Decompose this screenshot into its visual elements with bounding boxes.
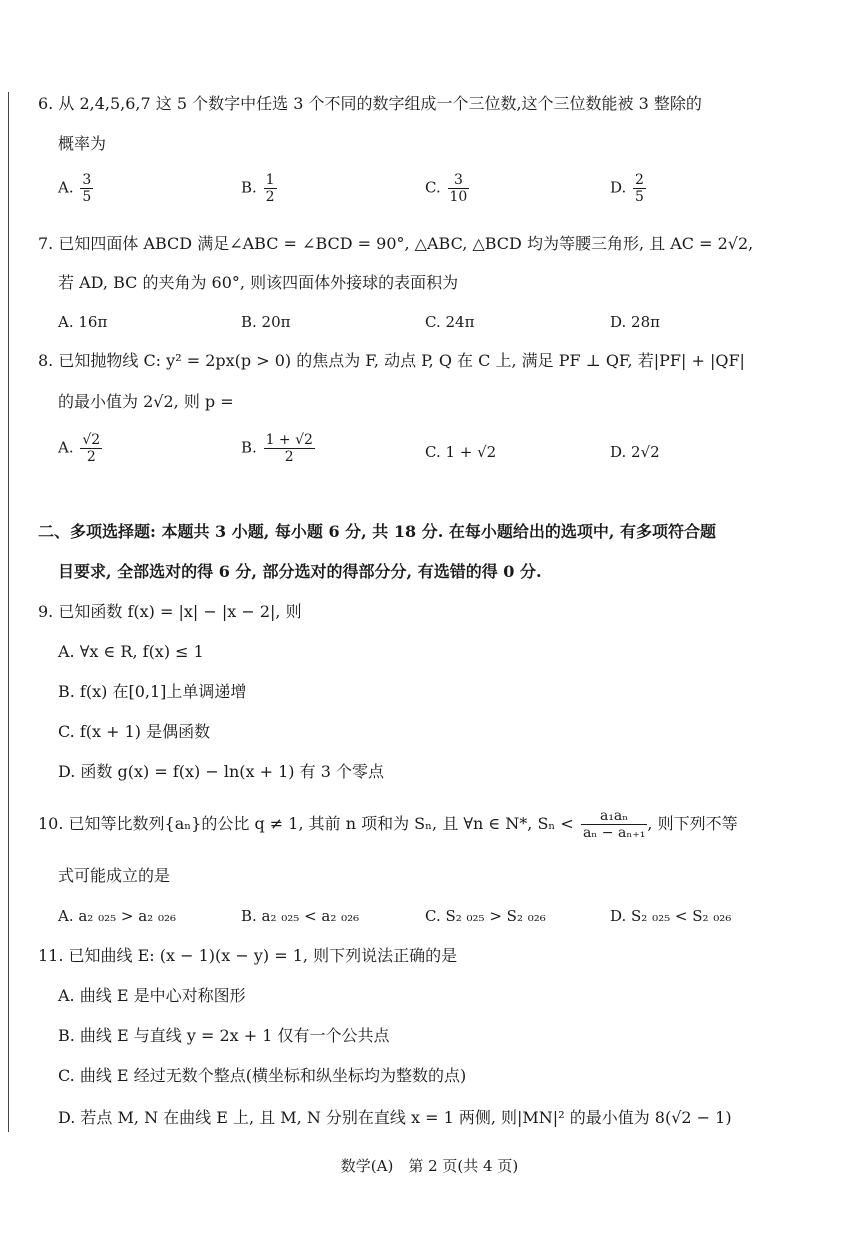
q10-option-c[interactable]: C. S₂ ₀₂₅ > S₂ ₀₂₆ bbox=[425, 907, 546, 925]
q10-option-a[interactable]: A. a₂ ₀₂₅ > a₂ ₀₂₆ bbox=[58, 907, 177, 925]
q7-option-b[interactable]: B. 20π bbox=[241, 313, 291, 331]
q9-stem: 9. 已知函数 f(x) = |x| − |x − 2|, 则 bbox=[38, 602, 302, 621]
q7-stem-line2: 若 AD, BC 的夹角为 60°, 则该四面体外接球的表面积为 bbox=[58, 273, 459, 292]
q10-stem-line1: 10. 已知等比数列{aₙ}的公比 q ≠ 1, 其前 n 项和为 Sₙ, 且 ∀n ∈ N*, Sₙ < $\frac{\text{a₁aₙ}}{\text{aₙ − aₙ₊₁}}$ , 则下列不等 bbox=[38, 808, 738, 841]
q6-c-fraction: $\frac{3}{10}$ bbox=[449, 172, 468, 205]
q11-option-b[interactable]: B. 曲线 E 与直线 y = 2x + 1 仅有一个公共点 bbox=[58, 1026, 390, 1045]
q6-option-b[interactable]: B. $\frac{1}{2}$ bbox=[241, 172, 275, 205]
q10-stem-line2: 式可能成立的是 bbox=[58, 866, 171, 885]
q6-a-fraction: $\frac{3}{5}$ bbox=[82, 172, 92, 205]
q7-option-a[interactable]: A. 16π bbox=[58, 313, 108, 331]
q8-option-d[interactable]: D. 2√2 bbox=[610, 443, 660, 461]
q10-option-d[interactable]: D. S₂ ₀₂₅ < S₂ ₀₂₆ bbox=[610, 907, 732, 925]
q6-option-c[interactable]: C. $\frac{3}{10}$ bbox=[425, 172, 468, 205]
q8-option-c[interactable]: C. 1 + √2 bbox=[425, 443, 497, 461]
q8-stem-line1: 8. 已知抛物线 C: y² = 2px(p > 0) 的焦点为 F, 动点 P, Q 在 C 上, 满足 PF ⊥ QF, 若|PF| + |QF| bbox=[38, 351, 745, 370]
q10-options bbox=[58, 906, 738, 946]
page-left-border bbox=[8, 92, 9, 1132]
q8-options bbox=[58, 432, 738, 472]
q6-stem-line1: 6. 从 2,4,5,6,7 这 5 个数字中任选 3 个不同的数字组成一个三位数,这个三位数能被 3 整除的 bbox=[38, 94, 702, 113]
q11-option-a[interactable]: A. 曲线 E 是中心对称图形 bbox=[58, 986, 246, 1005]
q8-option-a[interactable]: A. $\frac{√2}{2}$ bbox=[58, 432, 101, 465]
q11-stem: 11. 已知曲线 E: (x − 1)(x − y) = 1, 则下列说法正确的是 bbox=[38, 946, 458, 965]
q6-options bbox=[58, 172, 738, 212]
q6-option-a[interactable]: A. $\frac{3}{5}$ bbox=[58, 172, 92, 205]
q10-option-b[interactable]: B. a₂ ₀₂₅ < a₂ ₀₂₆ bbox=[241, 907, 360, 925]
q6-d-fraction: $\frac{2}{5}$ bbox=[635, 172, 644, 205]
q11-option-d[interactable]: D. 若点 M, N 在曲线 E 上, 且 M, N 分别在直线 x = 1 两侧, 则|MN|² 的最小值为 8(√2 − 1) bbox=[58, 1108, 732, 1127]
q7-stem-line1: 7. 已知四面体 ABCD 满足∠ABC = ∠BCD = 90°, △ABC, △BCD 均为等腰三角形, 且 AC = 2√2, bbox=[38, 234, 754, 253]
q9-option-c[interactable]: C. f(x + 1) 是偶函数 bbox=[58, 722, 211, 741]
q8-stem-line2: 的最小值为 2√2, 则 p = bbox=[58, 392, 234, 411]
q8-option-b[interactable]: B. $\frac{1 + √2}{2}$ bbox=[241, 432, 313, 465]
q9-option-b[interactable]: B. f(x) 在[0,1]上单调递增 bbox=[58, 682, 247, 701]
q7-option-d[interactable]: D. 28π bbox=[610, 313, 660, 331]
q9-option-a[interactable]: A. ∀x ∈ R, f(x) ≤ 1 bbox=[58, 642, 204, 661]
q10-condition-fraction: $\frac{\text{a₁aₙ}}{\text{aₙ − aₙ₊₁}}$ bbox=[582, 808, 646, 841]
section2-instructions-line1: 二、多项选择题: 本题共 3 小题, 每小题 6 分, 共 18 分. 在每小题给出的选项中, 有多项符合题 bbox=[38, 522, 716, 541]
q6-b-fraction: $\frac{1}{2}$ bbox=[265, 172, 275, 205]
q8-b-fraction: $\frac{1 + √2}{2}$ bbox=[265, 432, 313, 465]
q6-stem-line2: 概率为 bbox=[58, 134, 107, 153]
q7-options bbox=[58, 312, 738, 352]
q11-option-c[interactable]: C. 曲线 E 经过无数个整点(横坐标和纵坐标均为整数的点) bbox=[58, 1066, 467, 1085]
q9-option-d[interactable]: D. 函数 g(x) = f(x) − ln(x + 1) 有 3 个零点 bbox=[58, 762, 384, 781]
q7-option-c[interactable]: C. 24π bbox=[425, 313, 475, 331]
section2-instructions-line2: 目要求, 全部选对的得 6 分, 部分选对的得部分分, 有选错的得 0 分. bbox=[58, 562, 542, 581]
q8-a-fraction: $\frac{√2}{2}$ bbox=[82, 432, 101, 465]
q6-option-d[interactable]: D. $\frac{2}{5}$ bbox=[610, 172, 644, 205]
page-footer: 数学(A) 第 2 页(共 4 页) bbox=[340, 1157, 519, 1175]
